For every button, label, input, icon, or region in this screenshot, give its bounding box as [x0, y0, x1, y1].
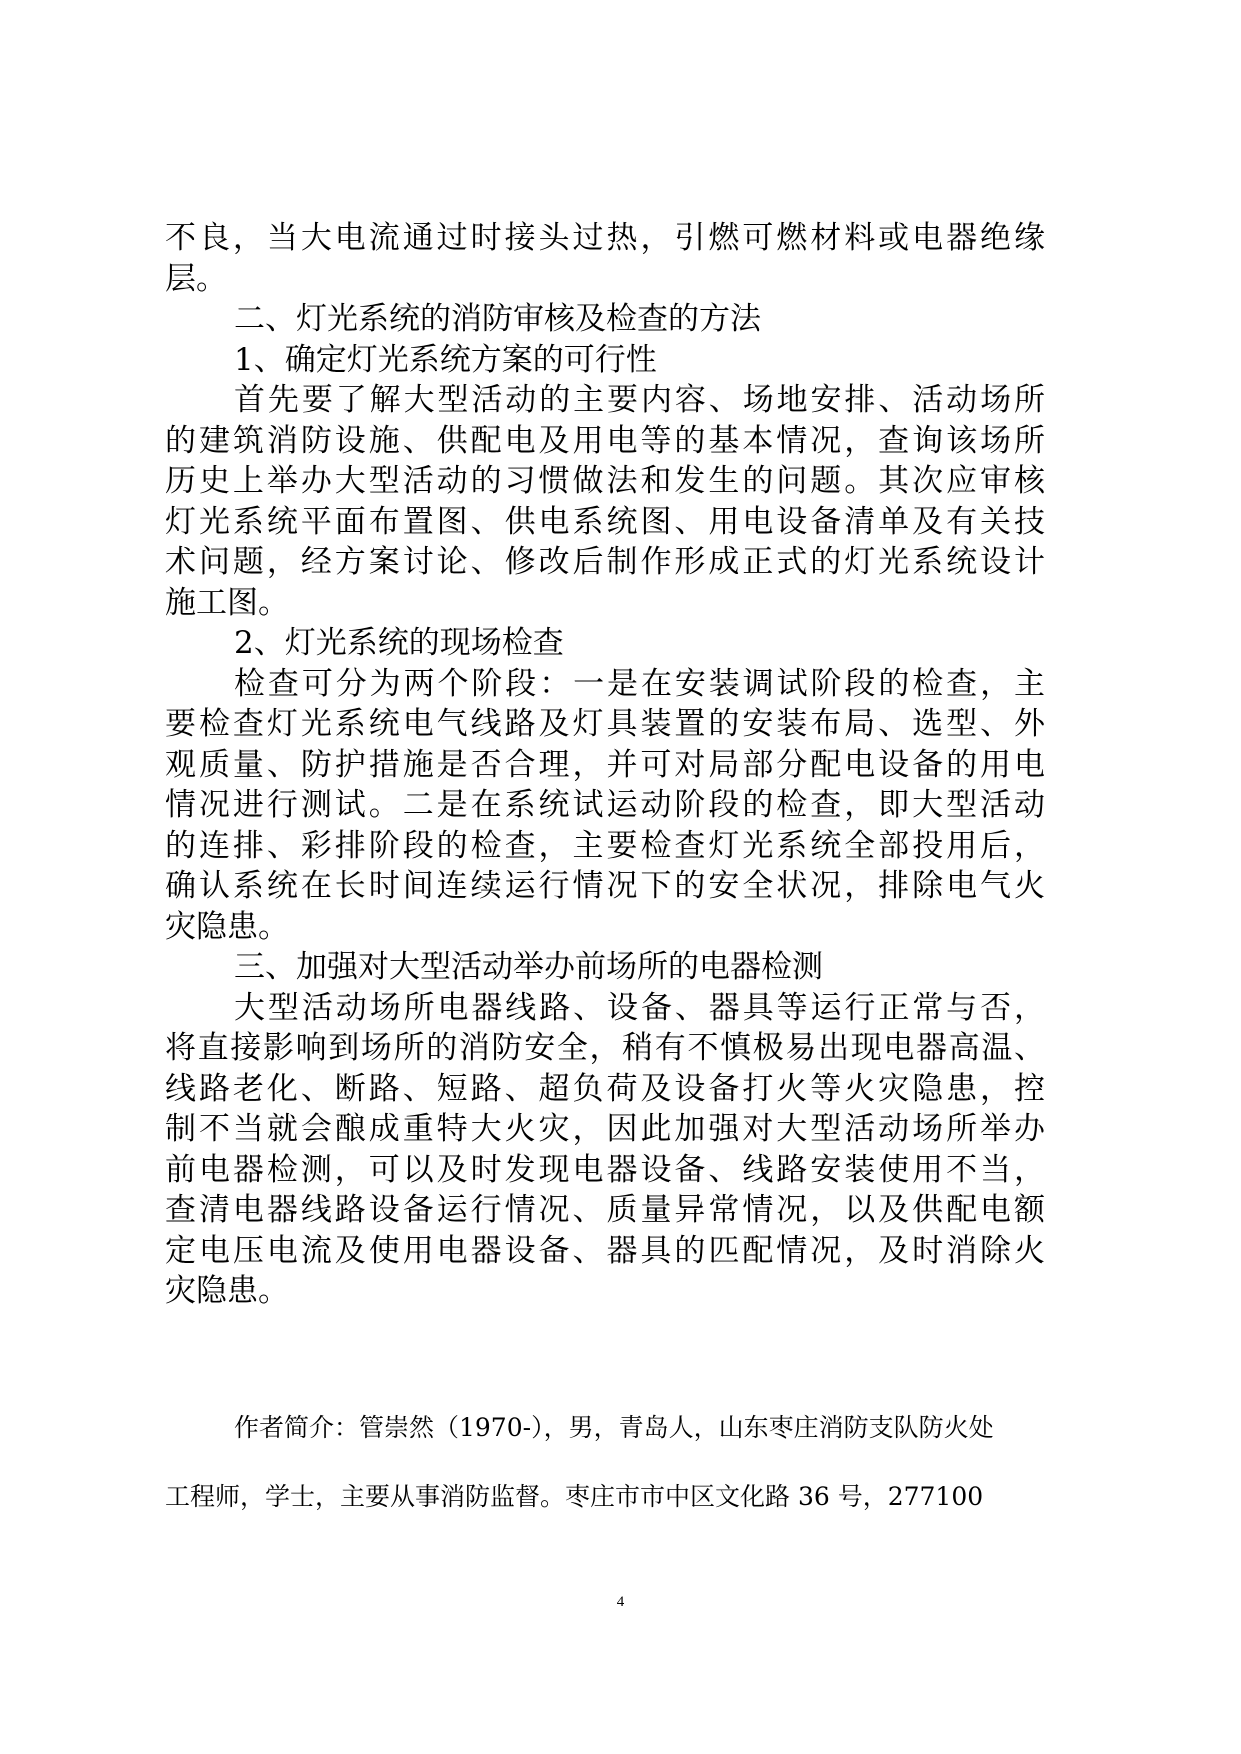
paragraph-line: 观质量、防护措施是否合理，并可对局部分配电设备的用电	[165, 746, 1045, 783]
paragraph-line: 灾隐患。	[165, 908, 289, 945]
paragraph-line: 线路老化、断路、短路、超负荷及设备打火等火灾隐患，控	[165, 1070, 1045, 1107]
paragraph-line: 术问题，经方案讨论、修改后制作形成正式的灯光系统设计	[165, 544, 1045, 580]
paragraph-line: 首先要了解大型活动的主要内容、场地安排、活动场所	[234, 382, 1045, 418]
paragraph-line: 施工图。	[165, 584, 289, 621]
paragraph-line: 层。	[165, 260, 227, 297]
body-text	[165, 218, 1045, 1312]
paragraph-line: 大型活动场所电器线路、设备、器具等运行正常与否，	[234, 989, 1045, 1026]
paragraph-line: 不良，当大电流通过时接头过热，引燃可燃材料或电器绝缘	[165, 220, 1045, 256]
subsection-heading: 2、灯光系统的现场检查	[234, 625, 564, 661]
paragraph-line: 前电器检测，可以及时发现电器设备、线路安装使用不当，	[165, 1151, 1045, 1188]
paragraph-line: 的连排、彩排阶段的检查，主要检查灯光系统全部投用后，	[165, 827, 1045, 864]
author-bio-line: 作者简介：管崇然（1970-），男，青岛人，山东枣庄消防支队防火处	[234, 1413, 994, 1442]
paragraph-line: 将直接影响到场所的消防安全，稍有不慎极易出现电器高温、	[165, 1030, 1045, 1066]
author-bio-line: 工程师，学士，主要从事消防监督。枣庄市市中区文化路 36 号，277100	[165, 1482, 984, 1511]
paragraph-line: 查清电器线路设备运行情况、质量异常情况，以及供配电额	[165, 1192, 1045, 1228]
section-heading: 三、加强对大型活动举办前场所的电器检测	[234, 949, 823, 985]
paragraph-line: 确认系统在长时间连续运行情况下的安全状况，排除电气火	[165, 868, 1045, 904]
paragraph-line: 历史上举办大型活动的习惯做法和发生的问题。其次应审核	[165, 463, 1045, 499]
paragraph-line: 灾隐患。	[165, 1273, 289, 1309]
paragraph-line: 灯光系统平面布置图、供电系统图、用电设备清单及有关技	[165, 503, 1045, 540]
page-number: 4	[616, 1594, 625, 1610]
paragraph-line: 的建筑消防设施、供配电及用电等的基本情况，查询该场所	[165, 422, 1045, 459]
paragraph-line: 制不当就会酿成重特大火灾，因此加强对大型活动场所举办	[165, 1111, 1045, 1147]
paragraph-line: 定电压电流及使用电器设备、器具的匹配情况，及时消除火	[165, 1232, 1045, 1269]
paragraph-line: 情况进行测试。二是在系统试运动阶段的检查，即大型活动	[165, 787, 1045, 823]
paragraph-line: 要检查灯光系统电气线路及灯具装置的安装布局、选型、外	[165, 706, 1045, 742]
subsection-heading: 1、确定灯光系统方案的可行性	[234, 341, 657, 378]
paragraph-line: 检查可分为两个阶段：一是在安装调试阶段的检查，主	[234, 665, 1045, 702]
section-heading: 二、灯光系统的消防审核及检查的方法	[234, 301, 761, 337]
